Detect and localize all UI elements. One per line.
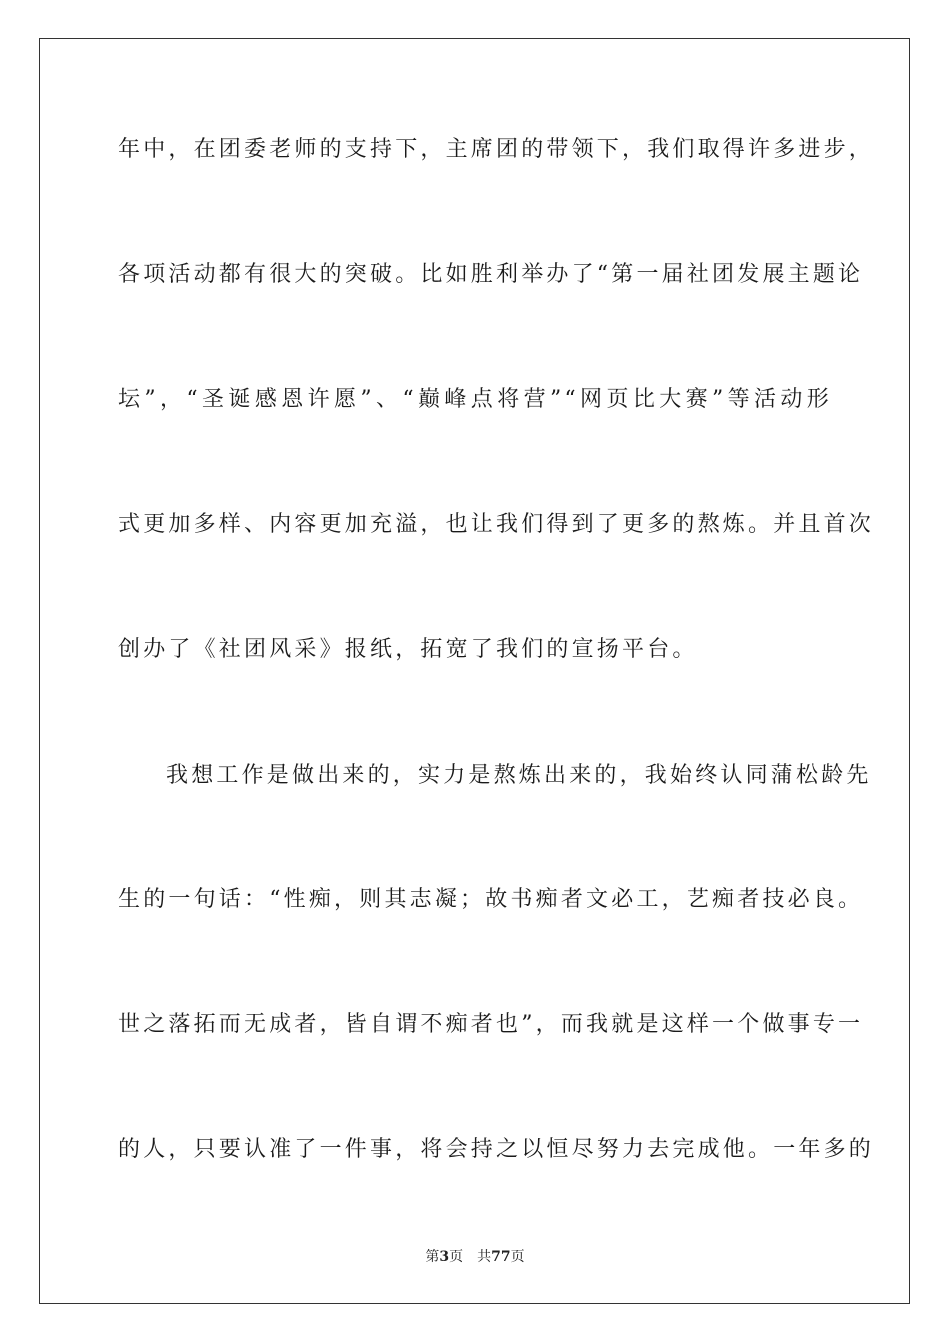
text-line: 世之落拓而无成者，皆自谓不痴者也”，而我就是这样一个做事专一 <box>118 1012 864 1037</box>
text-line: 各项活动都有很大的突破。比如胜利举办了“第一届社团发展主题论 <box>118 262 864 287</box>
page-label-suffix: 页 <box>449 1249 464 1265</box>
total-label-prefix: 共 <box>477 1249 492 1265</box>
paragraph-first-line: 我想工作是做出来的，实力是熬炼出来的，我始终认同蒲松龄先 <box>166 763 872 788</box>
total-label-suffix: 页 <box>510 1249 525 1265</box>
total-page-count: 77 <box>491 1249 511 1265</box>
page-footer <box>0 1247 950 1267</box>
text-line: 年中，在团委老师的支持下，主席团的带领下，我们取得许多进步， <box>118 137 875 162</box>
text-line: 生的一句话：“性痴，则其志凝；故书痴者文必工，艺痴者技必良。 <box>118 887 864 912</box>
current-page-number: 3 <box>439 1249 450 1265</box>
page-label-prefix: 第 <box>425 1249 440 1265</box>
text-line: 创办了《社团风采》报纸，拓宽了我们的宣扬平台。 <box>118 637 698 662</box>
text-line: 坛”，“圣诞感恩许愿”、“巅峰点将营”“网页比大赛”等活动形 <box>118 387 832 412</box>
page-border <box>39 38 910 1304</box>
text-line: 式更加多样、内容更加充溢，也让我们得到了更多的熬炼。并且首次 <box>118 512 875 537</box>
text-line: 的人，只要认准了一件事，将会持之以恒尽努力去完成他。一年多的 <box>118 1137 875 1162</box>
